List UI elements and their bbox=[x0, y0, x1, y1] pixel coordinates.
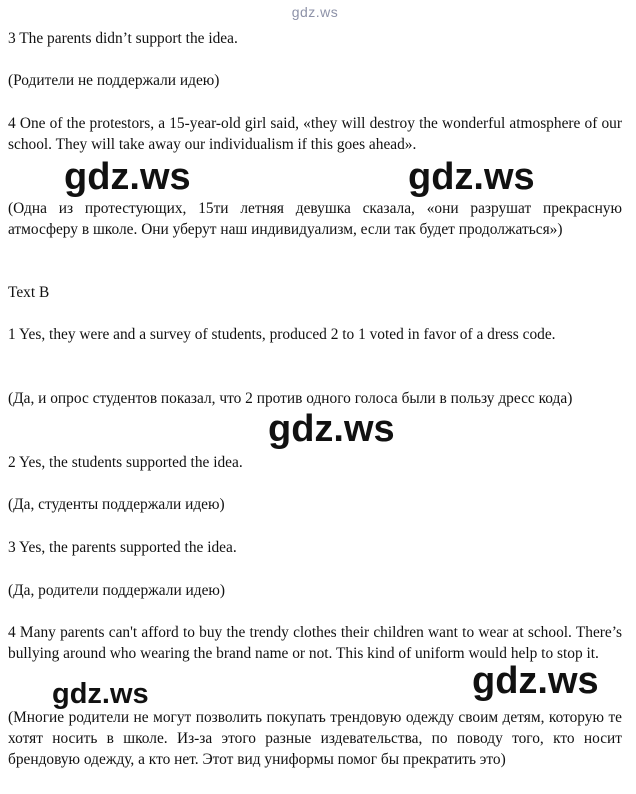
answer-a3-english: 3 The parents didn’t support the idea. bbox=[8, 30, 238, 47]
answer-b3-english: 3 Yes, the parents supported the idea. bbox=[8, 539, 237, 556]
watermark: gdz.ws bbox=[52, 678, 149, 710]
answer-b1-english: 1 Yes, they were and a survey of students, produced 2 to 1 voted in favor of a dress code. bbox=[8, 326, 556, 343]
answer-b2-russian: (Да, студенты поддержали идею) bbox=[8, 496, 225, 513]
answer-b4-russian: (Многие родители не могут позволить покупать трендовую одежду своим детям, которую те хотят носить в школе. Из-за этого разные издевательства, по поводу того, кто носит брендовую одежду, а кто нет. Этот вид униформы помог бы прекратить это) bbox=[8, 709, 622, 768]
document-page bbox=[8, 0, 622, 794]
answer-b1-russian: (Да, и опрос студентов показал, что 2 против одного голоса были в пользу дресс кода) bbox=[8, 390, 573, 407]
site-header-watermark: gdz.ws bbox=[291, 4, 339, 20]
watermark: gdz.ws bbox=[472, 660, 599, 702]
watermark: gdz.ws bbox=[64, 156, 191, 198]
answer-b2-english: 2 Yes, the students supported the idea. bbox=[8, 454, 243, 471]
section-heading-text-b: Text B bbox=[8, 284, 50, 301]
watermark: gdz.ws bbox=[408, 156, 535, 198]
answer-a3-russian: (Родители не поддержали идею) bbox=[8, 72, 220, 89]
answer-b4-english: 4 Many parents can't afford to buy the trendy clothes their children want to wear at school. There’s bullying around who wearing the brand name or not. This kind of uniform would help to stop it. bbox=[8, 624, 622, 662]
answer-b3-russian: (Да, родители поддержали идею) bbox=[8, 582, 226, 599]
answer-a4-english: 4 One of the protestors, a 15-year-old girl said, «they will destroy the wonderful atmosphere of our school. They will take away our individualism if this goes ahead». bbox=[8, 115, 622, 153]
watermark: gdz.ws bbox=[268, 408, 395, 450]
answer-a4-russian: (Одна из протестующих, 15ти летняя девушка сказала, «они разрушат прекрасную атмосферу в школе. Они уберут наш индивидуализм, если так будет продолжаться») bbox=[8, 200, 622, 238]
